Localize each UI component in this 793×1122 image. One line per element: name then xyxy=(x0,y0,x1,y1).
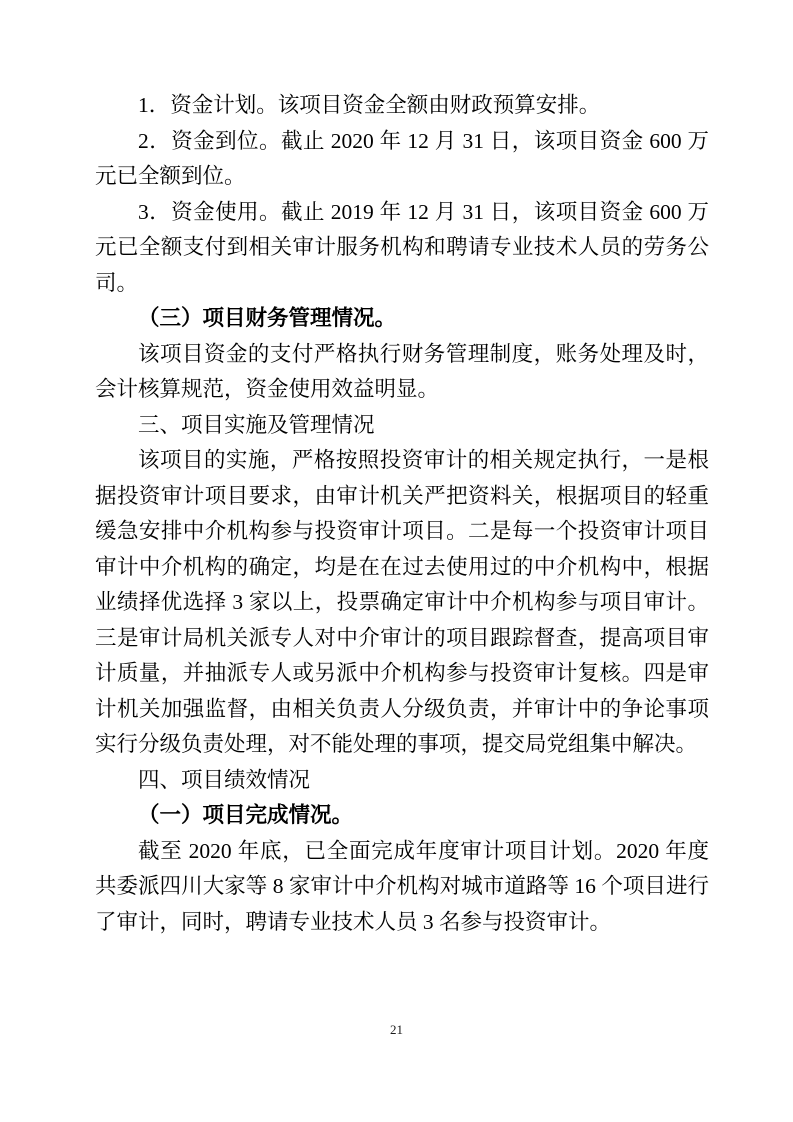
heading-completion: （一）项目完成情况。 xyxy=(138,803,354,827)
paragraph-financial-management: 该项目资金的支付严格执行财务管理制度，账务处理及时，会计核算规范，资金使用效益明显。 xyxy=(95,341,709,401)
heading-performance: 四、项目绩效情况 xyxy=(138,767,311,792)
paragraph-fund-plan: 1．资金计划。该项目资金全额由财政预算安排。 xyxy=(138,93,601,117)
page-number: 21 xyxy=(390,1022,403,1037)
heading-implementation-management: 三、项目实施及管理情况 xyxy=(138,412,375,437)
paragraph-implementation-details: 该项目的实施，严格按照投资审计的相关规定执行，一是根据投资审计项目要求，由审计机关严把资料关，根据项目的轻重缓急安排中介机构参与投资审计项目。二是每一个投资审计项目审计中介机构的确定，均是在在过去使用过的中介机构中，根据业绩择优选择 3 家以上，投票确定审计中介机构参与项目审计。三是审计局机关派专人对中介审计的项目跟踪督查，提高项目审计质量，并抽派专人或另派中介机构参与投资审计复核。四是审计机关加强监督，由相关负责人分级负责，并审计中的争论事项实行分级负责处理，对不能处理的事项，提交局党组集中解决。 xyxy=(95,448,709,756)
heading-financial-management: （三）项目财务管理情况。 xyxy=(138,306,397,330)
paragraph-fund-arrival: 2．资金到位。截止 2020 年 12 月 31 日，该项目资金 600 万元已全额到位。 xyxy=(95,128,709,188)
paragraph-completion-details: 截至 2020 年底，已全面完成年度审计项目计划。2020 年度共委派四川大家等 8 家审计中介机构对城市道路等 16 个项目进行了审计，同时，聘请专业技术人员 3 名参与投资审计。 xyxy=(95,838,709,934)
document-body xyxy=(95,88,709,940)
paragraph-fund-usage: 3．资金使用。截止 2019 年 12 月 31 日，该项目资金 600 万元已全额支付到相关审计服务机构和聘请专业技术人员的劳务公司。 xyxy=(95,199,709,295)
page-footer xyxy=(0,1022,793,1038)
